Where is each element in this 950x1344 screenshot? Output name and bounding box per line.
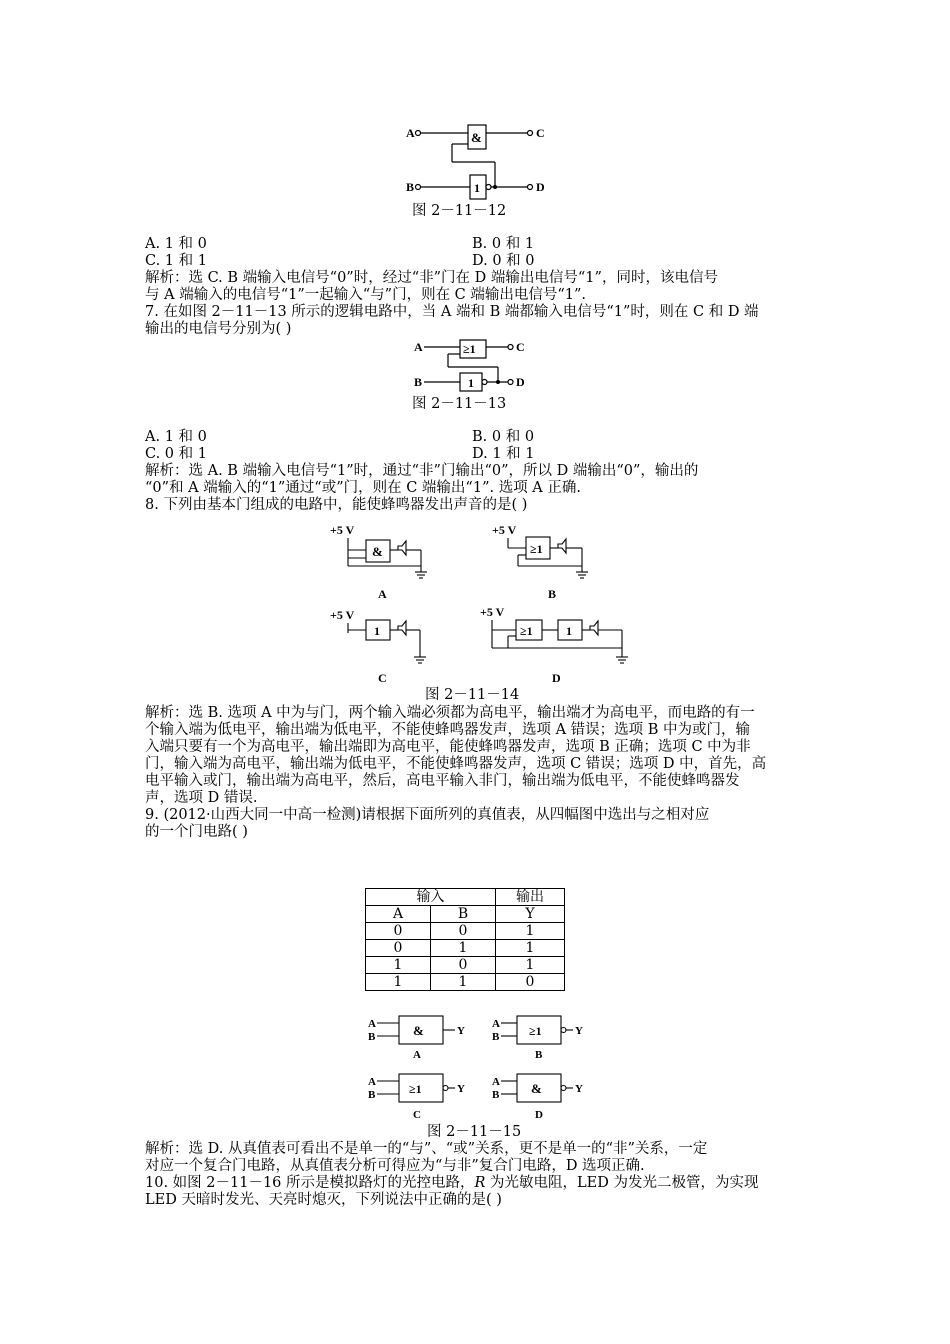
q10-stem-line-1 (145, 1175, 810, 1192)
fig13-caption: 图 2－11－13 (412, 396, 507, 412)
q8-solution-line-5: 电平输入或门，输出端为高电平，然后，高电平输入非门，输出端为低电平，不能使蜂鸣器发 (145, 773, 740, 789)
fig12-not-symbol: 1 (474, 181, 480, 195)
fig12-label-b: B (406, 180, 415, 194)
fig15-c-out: Y (457, 1083, 465, 1095)
fig14-caption: 图 2－11－14 (425, 687, 520, 703)
q6-option-d: D. 0 和 0 (472, 253, 535, 269)
fig13-label-d: D (516, 375, 525, 389)
fig15-d-in-a: A (492, 1076, 500, 1088)
q7-solution-line-1: 解析：选 A. B 端输入电信号“1”时，通过“非”门输出“0”，所以 D 端输出“0”，输出的 (145, 463, 699, 479)
q7-option-a: A. 1 和 0 (145, 429, 207, 445)
fig15-a-out: Y (457, 1025, 465, 1037)
fig13-label-b: B (414, 375, 423, 389)
fig14-a-and-symbol: & (372, 544, 383, 559)
truth-cell: 1 (431, 974, 496, 991)
fig15-b-out: Y (575, 1025, 583, 1037)
q6-solution-line-2: 与 A 端输入的电信号“1”一起输入“与”门，则在 C 端输出电信号“1”. (145, 287, 587, 303)
fig12-and-symbol: & (471, 130, 482, 145)
fig15-a-in-b: B (368, 1031, 376, 1043)
q9-stem-line-1: 9. (2012·山西大同一中高一检测)请根据下面所列的真值表，从四幅图中选出与之相对应 (145, 807, 710, 823)
truth-cell: 0 (431, 957, 496, 974)
fig15-b-or-symbol: ≥1 (529, 1024, 542, 1038)
q6-option-b: B. 0 和 1 (472, 236, 535, 252)
figure-2-11-13 (412, 338, 542, 396)
fig15-label-b: B (535, 1049, 543, 1061)
fig15-label-d: D (535, 1109, 543, 1121)
q10-stem-part-2: 为光敏电阻，LED 为发光二极管，为实现 (485, 1175, 759, 1191)
fig13-label-a: A (414, 340, 423, 354)
truth-cell: 0 (366, 940, 431, 957)
fig13-not-symbol: 1 (468, 376, 474, 390)
fig14-c-not-symbol: 1 (374, 624, 380, 638)
fig15-b-in-b: B (492, 1031, 500, 1043)
q6-solution-line-1: 解析：选 C. B 端输入电信号“0”时，经过“非”门在 D 端输出电信号“1”，同时，该电信号 (145, 270, 718, 286)
table-row (366, 974, 565, 991)
truth-table-col-y: Y (496, 906, 565, 923)
figure-2-11-14 (320, 520, 640, 685)
fig15-c-in-b: B (368, 1089, 376, 1101)
table-row (366, 957, 565, 974)
truth-table-header-output: 输出 (496, 889, 565, 906)
fig14-label-a: A (378, 587, 387, 601)
fig15-caption: 图 2－11－15 (427, 1124, 522, 1140)
q6-option-a: A. 1 和 0 (145, 236, 207, 252)
q10-stem-part-1: 10. 如图 2－11－16 所示是模拟路灯的光控电路， (145, 1175, 475, 1191)
truth-table (365, 888, 565, 991)
truth-cell: 0 (496, 974, 565, 991)
fig15-label-a: A (413, 1049, 421, 1061)
fig14-label-b: B (548, 587, 557, 601)
fig15-d-out: Y (575, 1083, 583, 1095)
q9-solution-line-2: 对应一个复合门电路，从真值表分析可得应为“与非”复合门电路，D 选项正确. (145, 1158, 645, 1174)
truth-cell: 1 (496, 940, 565, 957)
fig14-d-not-symbol: 1 (566, 624, 572, 638)
fig14-d-voltage: +5 V (480, 605, 505, 619)
fig14-a-voltage: +5 V (330, 523, 355, 537)
truth-table-col-a: A (366, 906, 431, 923)
truth-cell: 1 (431, 940, 496, 957)
figure-2-11-15 (365, 1008, 595, 1126)
q8-solution-line-4: 门，输入端为高电平，输出端为低电平，不能使蜂鸣器发声，选项 C 错误；选项 D 中，首先，高 (145, 756, 767, 772)
truth-cell: 1 (496, 957, 565, 974)
q9-stem-line-2: 的一个门电路( ) (145, 824, 248, 840)
truth-cell: 0 (366, 923, 431, 940)
fig15-d-in-b: B (492, 1089, 500, 1101)
truth-cell: 0 (431, 923, 496, 940)
truth-table-col-b: B (431, 906, 496, 923)
table-row (366, 923, 565, 940)
fig14-b-or-symbol: ≥1 (530, 542, 543, 556)
table-row (366, 940, 565, 957)
fig15-a-in-a: A (368, 1018, 376, 1030)
q8-solution-line-3: 入端只要有一个为高电平，输出端即为高电平，能使蜂鸣器发声，选项 B 正确；选项 C 中为非 (145, 739, 751, 755)
q8-solution-line-6: 声，选项 D 错误. (145, 790, 258, 806)
fig13-label-c: C (516, 340, 525, 354)
q8-stem: 8. 下列由基本门组成的电路中，能使蜂鸣器发出声音的是( ) (145, 497, 528, 513)
q7-stem-line-2: 输出的电信号分别为( ) (145, 321, 292, 337)
fig14-b-voltage: +5 V (492, 523, 517, 537)
q6-option-c: C. 1 和 1 (145, 253, 207, 269)
fig12-label-d: D (536, 180, 545, 194)
q7-option-c: C. 0 和 1 (145, 446, 207, 462)
fig15-c-or-symbol: ≥1 (409, 1082, 422, 1096)
q7-stem-line-1: 7. 在如图 2－11－13 所示的逻辑电路中，当 A 端和 B 端都输入电信号“1”时，则在 C 和 D 端 (145, 304, 759, 320)
truth-cell: 1 (366, 974, 431, 991)
fig14-d-or-symbol: ≥1 (520, 624, 533, 638)
q7-solution-line-2: “0”和 A 端输入的“1”通过“或”门，则在 C 端输出“1”. 选项 A 正确. (145, 480, 581, 496)
q9-solution-line-1: 解析：选 D. 从真值表可看出不是单一的“与”、“或”关系，更不是单一的“非”关系，一定 (145, 1141, 708, 1157)
figure-2-11-12 (400, 120, 550, 200)
fig12-label-a: A (406, 126, 415, 140)
fig15-d-and-symbol: & (531, 1081, 542, 1096)
fig15-c-in-a: A (368, 1076, 376, 1088)
fig12-label-c: C (536, 126, 545, 140)
fig15-a-and-symbol: & (413, 1023, 424, 1038)
q10-stem-line-2: LED 天暗时发光、天亮时熄灭，下列说法中正确的是( ) (145, 1192, 502, 1208)
fig14-label-c: C (378, 671, 387, 685)
truth-table-header-input: 输入 (366, 889, 496, 906)
truth-cell: 1 (496, 923, 565, 940)
truth-cell: 1 (366, 957, 431, 974)
q10-resistor-symbol: R (474, 1175, 486, 1191)
fig14-label-d: D (552, 671, 561, 685)
fig14-c-voltage: +5 V (330, 608, 355, 622)
fig15-b-in-a: A (492, 1018, 500, 1030)
fig15-label-c: C (413, 1109, 421, 1121)
q7-option-b: B. 0 和 0 (472, 429, 535, 445)
q7-option-d: D. 1 和 1 (472, 446, 535, 462)
fig13-or-symbol: ≥1 (463, 342, 476, 356)
fig12-caption: 图 2－11－12 (412, 203, 507, 219)
q8-solution-line-2: 个输入端为低电平，输出端为低电平，不能使蜂鸣器发声，选项 A 错误；选项 B 中为或门，输 (145, 722, 751, 738)
q8-solution-line-1: 解析：选 B. 选项 A 中为与门，两个输入端必须都为高电平，输出端才为高电平，而电路的有一 (145, 705, 755, 721)
